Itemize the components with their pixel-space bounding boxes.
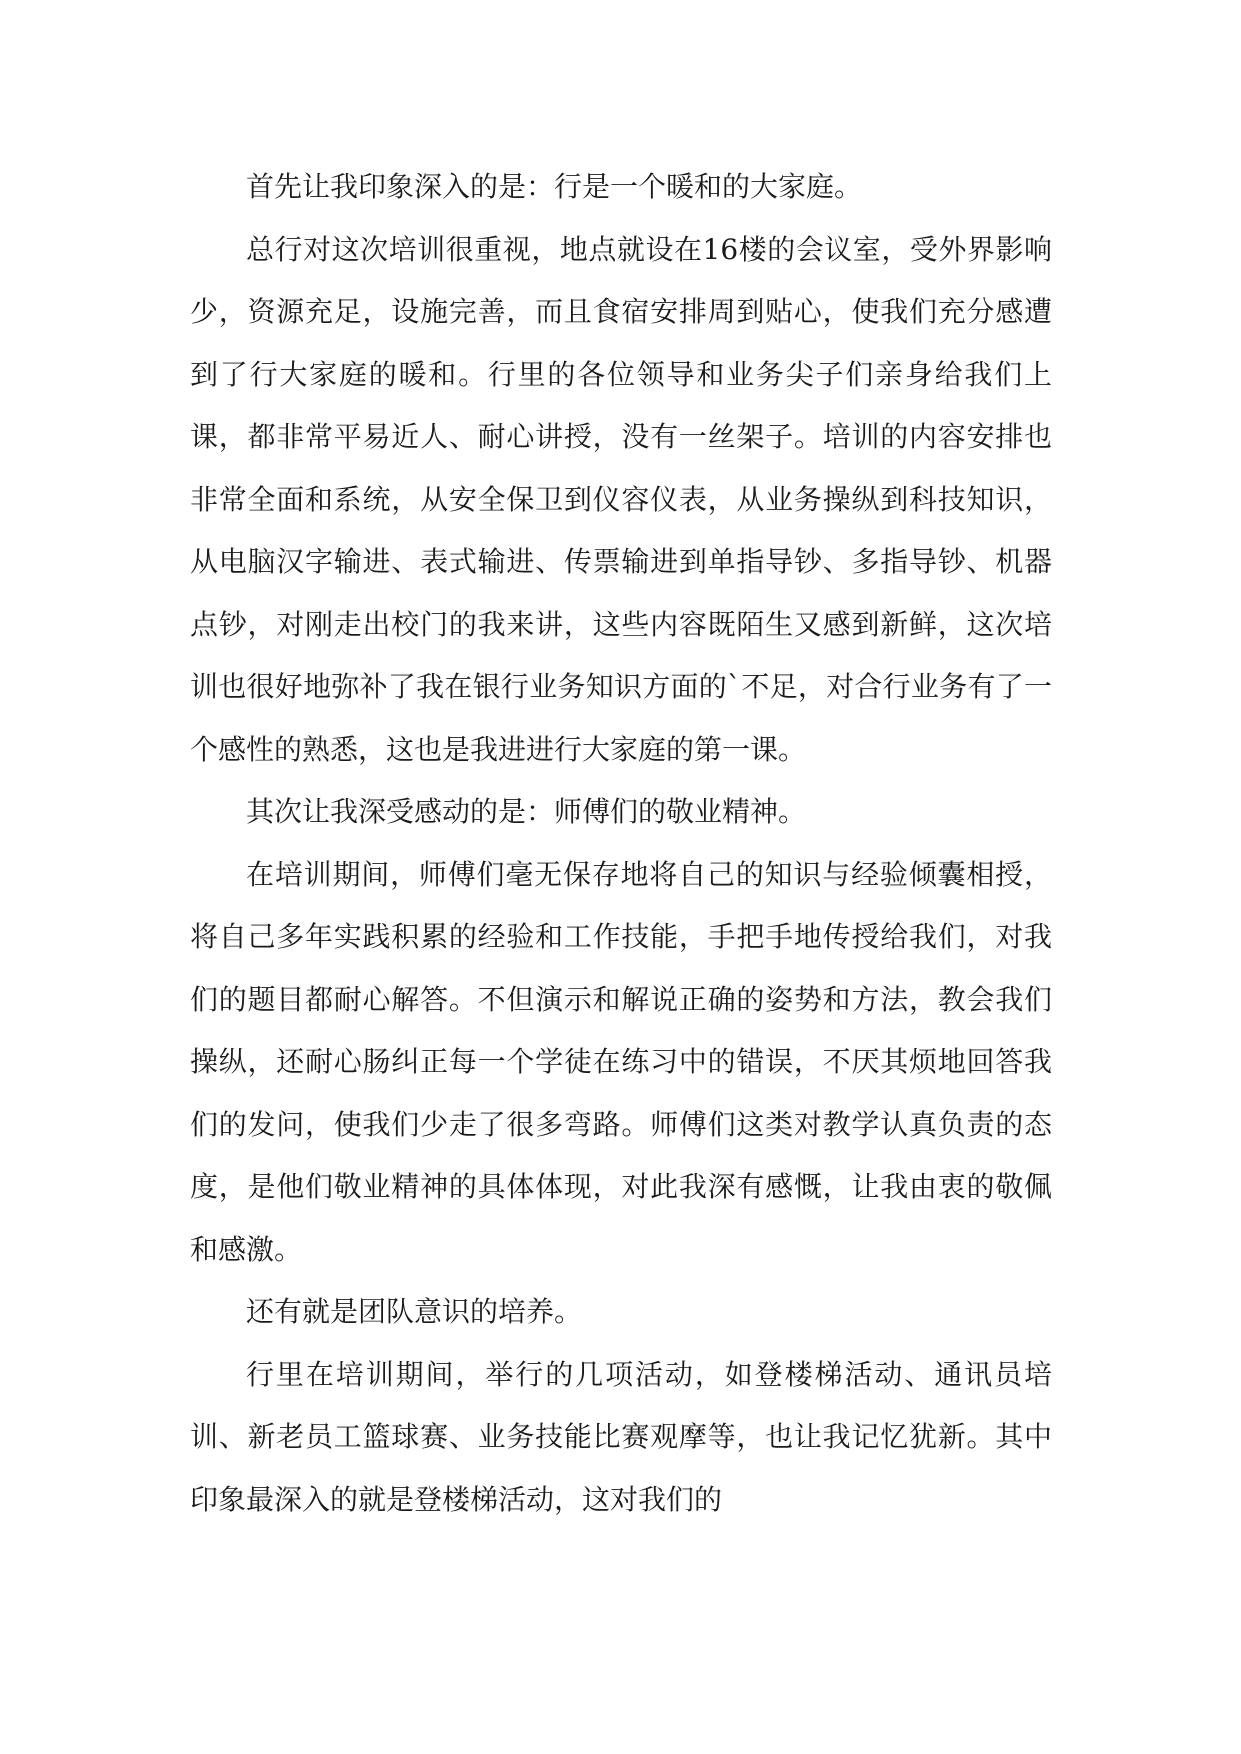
paragraph-5: 还有就是团队意识的培养。: [246, 1295, 583, 1328]
paragraph-4: 在培训期间，师傅们毫无保存地将自己的知识与经验倾囊相授，将自己多年实践积累的经验和工作技能，手把手地传授给我们，对我们的题目都耐心解答。不但演示和解说正确的姿势和方法，教会我们操纵，还耐心肠纠正每一个学徒在练习中的错误，不厌其烦地回答我们的发问，使我们少走了很多弯路。师傅们这类对教学认真负责的态度，是他们敬业精神的具体体现，对此我深有感慨，让我由衷的敬佩和感激。: [190, 857, 1052, 1266]
paragraph-6: 行里在培训期间，举行的几项活动，如登楼梯活动、通讯员培训、新老员工篮球赛、业务技能比赛观摩等，也让我记忆犹新。其中印象最深入的就是登楼梯活动，这对我们的: [190, 1357, 1052, 1516]
paragraph-1: 首先让我印象深入的是：行是一个暖和的大家庭。: [246, 170, 863, 203]
body-text: [190, 156, 1052, 1531]
paragraph-3: 其次让我深受感动的是：师傅们的敬业精神。: [246, 795, 807, 828]
paragraph-2: 总行对这次培训很重视，地点就设在16楼的会议室，受外界影响少，资源充足，设施完善，而且食宿安排周到贴心，使我们充分感遭到了行大家庭的暖和。行里的各位领导和业务尖子们亲身给我们上课，都非常平易近人、耐心讲授，没有一丝架子。培训的内容安排也非常全面和系统，从安全保卫到仪容仪表，从业务操纵到科技知识，从电脑汉字输进、表式输进、传票输进到单指导钞、多指导钞、机器点钞，对刚走出校门的我来讲，这些内容既陌生又感到新鲜，这次培训也很好地弥补了我在银行业务知识方面的`不足，对合行业务有了一个感性的熟悉，这也是我进进行大家庭的第一课。: [190, 232, 1052, 766]
